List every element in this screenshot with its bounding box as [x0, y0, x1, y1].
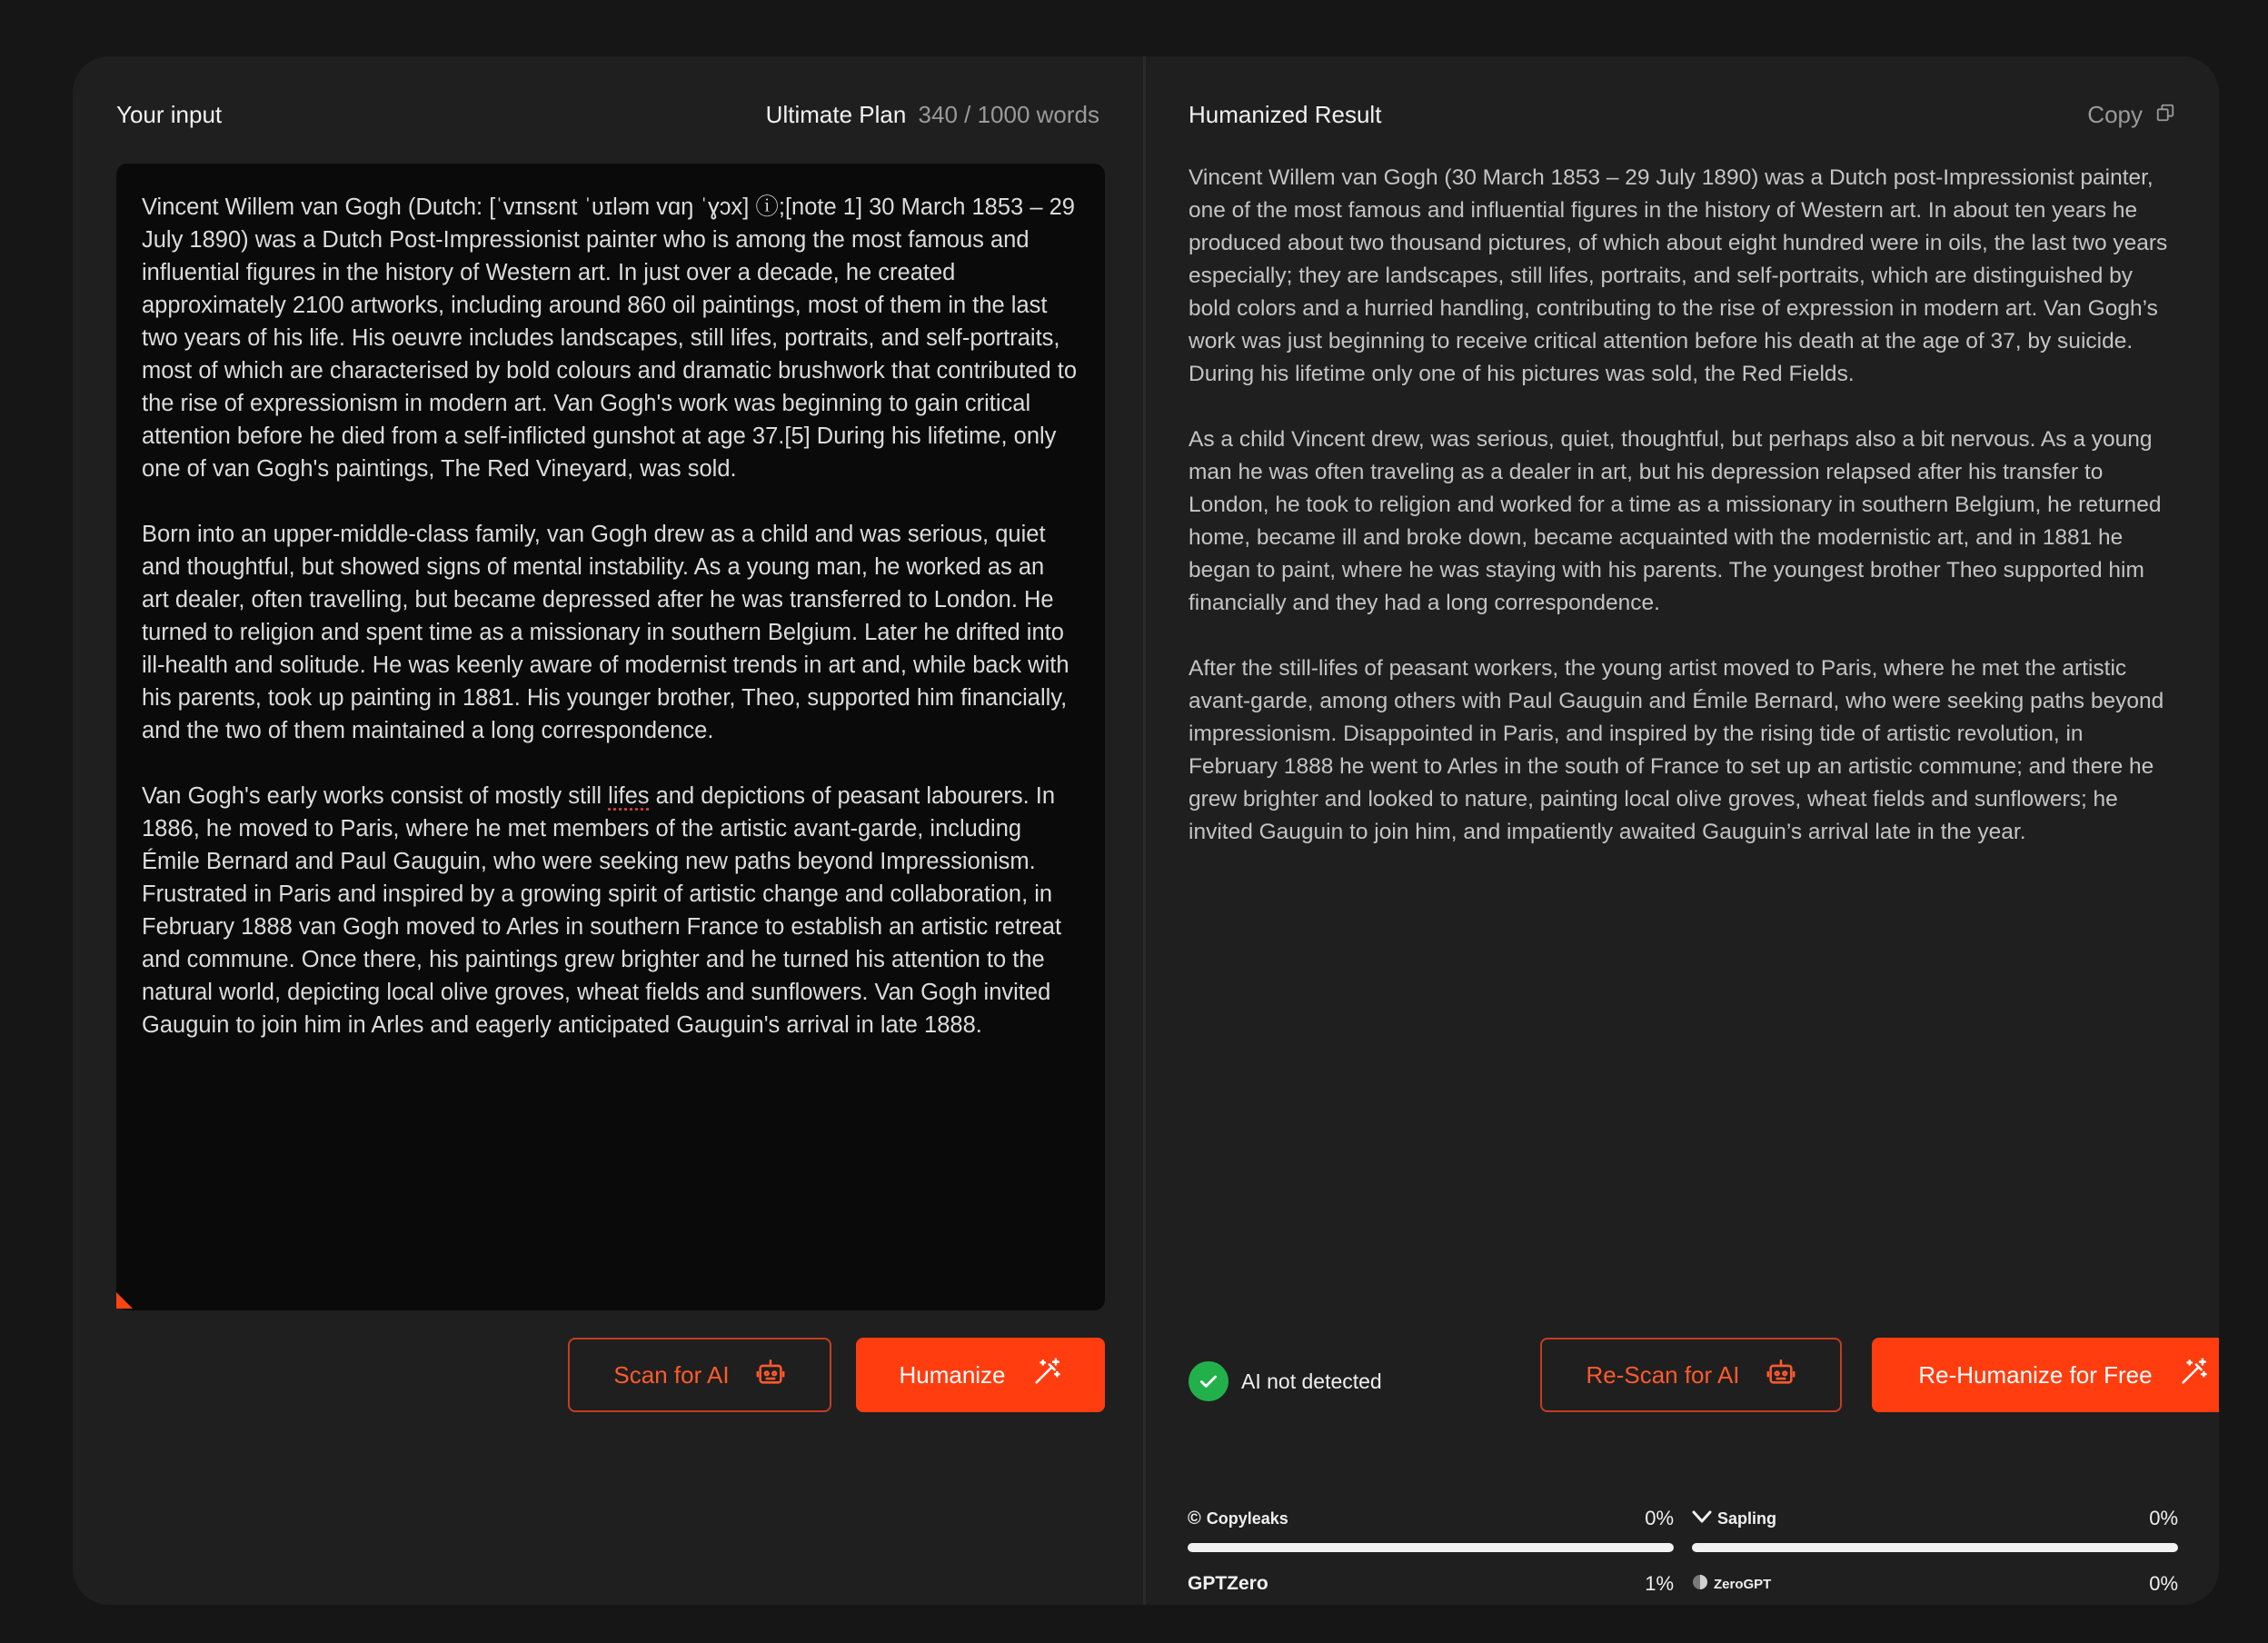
result-paragraph-2: As a child Vincent drew, was serious, quiet, thoughtful, but perhaps also a bit nervous. As a young man he was often traveling as a dealer in art, but his depression relapsed after his transfer to London, he took to religion and worked for a time as a missionary in southern Belgium, he returned home, became ill and broke down, became acquainted with the modernistic art, and in 1881 he began to paint, where he was staying with his parents. The youngest brother Theo supported him financially and they had a long correspondence.	[1189, 427, 2162, 615]
rescan-button-label: Re-Scan for AI	[1586, 1360, 1740, 1389]
copy-button-label: Copy	[2087, 100, 2143, 128]
check-circle-icon	[1189, 1361, 1228, 1401]
detector-zerogpt	[1692, 1570, 2178, 1605]
detector-sapling	[1692, 1505, 2178, 1559]
detector-name: GPTZero	[1188, 1573, 1268, 1594]
copy-icon	[2155, 101, 2175, 129]
input-text-segment: and depictions of peasant labourers. In 1886, he moved to Paris, where he met members of the artistic avant-garde, including Émile Bernard and Paul Gauguin, who were seeking new paths beyond Impressionism. Frustrated in Paris and inspired by a growing spirit of artistic change and collaboration, in February 1888 van Gogh moved to Arles in southern France to establish an artistic retreat and commune. Once there, his paintings grew brighter and he turned his attention to the natural world, depicting local olive groves, wheat fields and sunflowers. Van Gogh invited Gauguin to join him in Arles and eagerly anticipated Gauguin's arrival in late 1888.	[142, 783, 1062, 1038]
spelling-flag[interactable]: lifes	[608, 783, 650, 809]
detector-name: Copyleaks	[1206, 1509, 1288, 1528]
detector-percent: 0%	[1645, 1507, 1674, 1529]
input-header	[116, 96, 1099, 133]
input-title: Your input	[116, 100, 223, 128]
detector-percent: 0%	[2149, 1507, 2178, 1529]
copyleaks-logo-icon: ©	[1188, 1509, 1201, 1528]
humanize-button[interactable]	[856, 1338, 1105, 1412]
detector-percent: 0%	[2149, 1572, 2178, 1595]
word-count: 340 / 1000 words	[918, 100, 1099, 128]
detector-name: Sapling	[1717, 1509, 1777, 1528]
ai-status-label: AI not detected	[1241, 1369, 1382, 1393]
humanizer-card	[73, 56, 2219, 1605]
result-title: Humanized Result	[1189, 100, 1382, 128]
detector-name: ZeroGPT	[1714, 1576, 1772, 1592]
copy-button[interactable]	[2087, 101, 2175, 129]
result-paragraph-1: Vincent Willem van Gogh (30 March 1853 – 29 July 1890) was a Dutch post-Impressionist painter, one of the most famous and influential figures in the history of Western art. In about ten years he produced about two thousand pictures, of which about eight hundred were in oils, the last two years especially; they are landscapes, still lifes, portraits, and self-portraits, which are distinguished by bold colors and a hurried handling, contributing to the rise of expression in modern art. Van Gogh’s work was just beginning to receive critical attention before his death at the age of 37, by suicide. During his lifetime only one of his pictures was sold, the Red Fields.	[1189, 165, 2168, 386]
detector-bar	[1188, 1543, 1674, 1552]
magic-wand-icon	[2178, 1357, 2209, 1394]
robot-icon	[755, 1357, 786, 1394]
detector-bar	[1692, 1543, 2178, 1552]
result-header	[1189, 96, 2175, 133]
detector-percent: 1%	[1645, 1572, 1674, 1595]
magic-wand-icon	[1031, 1357, 1062, 1394]
zerogpt-logo-icon	[1692, 1574, 1708, 1594]
scan-for-ai-button[interactable]	[568, 1338, 831, 1412]
input-text-segment: Van Gogh's early works consist of mostly still	[142, 783, 609, 809]
input-paragraph-1: Vincent Willem van Gogh (Dutch: [ˈvɪnsɛnt ˈʋɪləm vɑŋ ˈɣɔx] ⓘ;[note 1] 30 March 1853 – 29 July 1890) was a Dutch Post-Impressionist painter who is among the most famous and influential figures in the history of Western art. In just over a decade, he created approximately 2100 artworks, including around 860 oil paintings, most of them in the last two years of his life. His oeuvre includes landscapes, still lifes, portraits, and self-portraits, most of which are characterised by bold colours and dramatic brushwork that contributed to the rise of expressionism in modern art. Van Gogh's work was beginning to gain critical attention before he died from a self-inflicted gunshot at age 37.[5] During his lifetime, only one of van Gogh's paintings, The Red Vineyard, was sold.	[142, 194, 1078, 482]
rehumanize-button-label: Re-Humanize for Free	[1918, 1360, 2153, 1389]
ai-status	[1189, 1361, 1382, 1401]
resize-handle[interactable]	[116, 1292, 133, 1309]
input-paragraph-2: Born into an upper-middle-class family, van Gogh drew as a child and was serious, quiet and thoughtful, but showed signs of mental instability. As a young man, he worked as an art dealer, often travelling, but became depressed after he was transferred to London. He turned to religion and spent time as a missionary in southern Belgium. Later he drifted into ill-health and solitude. He was keenly aware of modernist trends in art and, while back with his parents, took up painting in 1881. His younger brother, Theo, supported him financially, and the two of them maintained a long correspondence.	[142, 522, 1069, 743]
input-paragraph-3	[142, 780, 1078, 1041]
rehumanize-button[interactable]	[1872, 1338, 2219, 1412]
scan-button-label: Scan for AI	[613, 1360, 730, 1389]
rescan-for-ai-button[interactable]	[1540, 1338, 1842, 1412]
input-textarea[interactable]	[116, 164, 1105, 1310]
plan-info	[766, 101, 1099, 129]
plan-name: Ultimate Plan	[765, 100, 907, 128]
sapling-logo-icon	[1692, 1509, 1712, 1528]
detector-copyleaks	[1188, 1505, 1674, 1559]
detector-gptzero	[1188, 1570, 1674, 1605]
robot-icon	[1766, 1357, 1796, 1394]
humanize-button-label: Humanize	[899, 1360, 1006, 1389]
humanized-text	[1189, 162, 2177, 881]
result-paragraph-3: After the still-lifes of peasant workers, the young artist moved to Paris, where he met the artistic avant-garde, among others with Paul Gauguin and Émile Bernard, who were seeking paths beyond impressionism. Disappointed in Paris, and inspired by the rising tide of artistic revolution, in February 1888 he went to Arles in the south of France to set up an artistic commune; and there he grew brighter and looked to nature, painting local olive groves, wheat fields and sunflowers; he invited Gauguin to join him, and impatiently awaited Gauguin’s arrival late in the year.	[1189, 656, 2164, 844]
